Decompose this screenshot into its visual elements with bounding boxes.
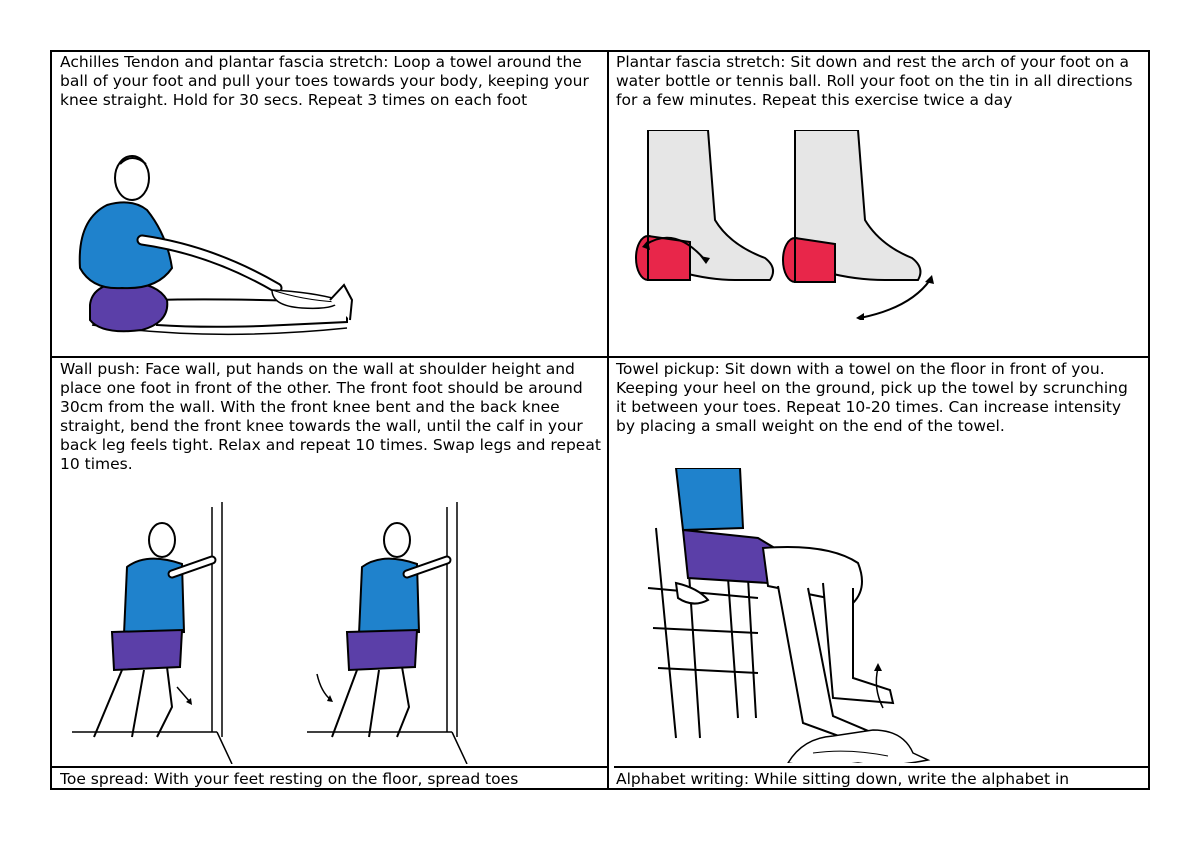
table-border-left <box>50 50 52 790</box>
foot-roller-icon <box>620 130 940 320</box>
wall-calf-stretch-icon <box>72 502 522 764</box>
towel-scrunch-icon <box>628 468 958 763</box>
table-divider-row2-left <box>50 766 608 768</box>
exercise-alphabet-text: Alphabet writing: While sitting down, write the alphabet in <box>616 770 1070 788</box>
towel-scrunch-illustration <box>628 468 958 763</box>
table-border-right <box>1148 50 1150 788</box>
exercise-achilles-text: Achilles Tendon and plantar fascia stretch: Loop a towel around the ball of your foot and pull your toes towards your body, keeping your knee straight. Hold for 30 secs. Repeat 3 times on each foot <box>60 53 589 109</box>
table-divider-row1 <box>50 356 1150 358</box>
seated-towel-stretch-illustration <box>62 150 362 350</box>
exercise-wall-push-text: Wall push: Face wall, put hands on the wall at shoulder height and place one foot in front of the other. The front foot should be around 30cm from the wall. With the front knee bent and the back knee straight, bend the front knee towards the wall, until the calf in your back leg feels tight. Relax and repeat 10 times. Swap legs and repeat 10 times. <box>60 360 601 473</box>
foot-roller-illustration <box>620 130 940 320</box>
table-divider-vertical <box>607 50 609 790</box>
exercise-sheet <box>50 50 1150 790</box>
wall-calf-stretch-illustration <box>72 502 522 764</box>
exercise-toe-spread-text: Toe spread: With your feet resting on the floor, spread toes <box>60 770 519 788</box>
exercise-towel-pickup-text: Towel pickup: Sit down with a towel on the floor in front of you. Keeping your heel on the ground, pick up the towel by scrunching it between your toes. Repeat 10-20 times. Can increase intensity by placing a small weight on the end of the towel. <box>616 360 1128 435</box>
seated-towel-stretch-icon <box>62 150 362 350</box>
table-border-top <box>50 50 1150 52</box>
exercise-plantar-text: Plantar fascia stretch: Sit down and rest the arch of your foot on a water bottle or tennis ball. Roll your foot on the tin in all directions for a few minutes. Repeat this exercise twice a day <box>616 53 1133 109</box>
table-divider-row2-right <box>614 766 1150 768</box>
